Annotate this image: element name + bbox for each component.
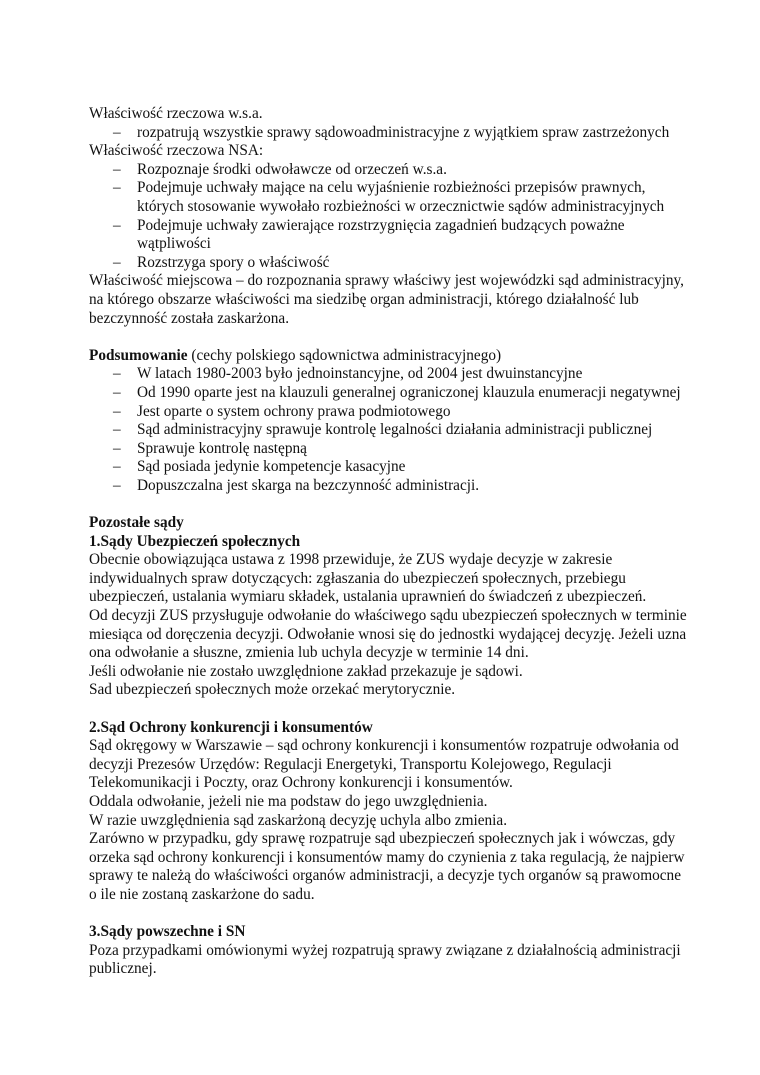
- list-item: – Podejmuje uchwały mające na celu wyjaśnienie rozbieżności przepisów prawnych, których stosowanie wywołało rozbieżności w orzecznictwie sądów administracyjnych: [137, 179, 689, 216]
- list-item: – Jest oparte o system ochrony prawa podmiotowego: [137, 403, 689, 422]
- nsa-list: [89, 161, 689, 273]
- other-courts-title: [89, 514, 689, 533]
- s1-paragraph: Obecnie obowiązująca ustawa z 1998 przewiduje, że ZUS wydaje decyzje w zakresie indywidualnych spraw dotyczących: zgłaszania do ubezpieczeń społecznych, przebiegu ubezpieczeń, ustalania wymiaru składek, ustalania uprawnień do świadczeń z ubezpieczeń.: [89, 551, 647, 606]
- document-page: [89, 105, 689, 979]
- s3-paragraph: Poza przypadkami omówionymi wyżej rozpatrują sprawy związane z działalnością administracji publicznej.: [89, 941, 681, 978]
- section-heading-3: [89, 923, 689, 942]
- summary-title: Podsumowanie: [89, 346, 188, 364]
- list-item: – Podejmuje uchwały zawierające rozstrzygnięcia zagadnień budzących poważne wątpliwości: [137, 217, 689, 254]
- s1-paragraph: Jeśli odwołanie nie zostało uwzględnione zakład przekazuje je sądowi.: [89, 662, 523, 680]
- s2-paragraph: W razie uwzględnienia sąd zaskarżoną decyzję uchyla albo zmienia.: [89, 811, 508, 829]
- list-item: – Rozstrzyga spory o właściwość: [137, 254, 689, 273]
- list-item: – rozpatrują wszystkie sprawy sądowoadministracyjne z wyjątkiem spraw zastrzeżonych: [137, 124, 689, 143]
- section-heading-2: [89, 719, 689, 738]
- s1-paragraph: Od decyzji ZUS przysługuje odwołanie do właściwego sądu ubezpieczeń społecznych w terminie miesiąca od doręczenia decyzji. Odwołanie wnosi się do jednostki wydającej decyzję. Jeżeli uzna ona odwołanie a słuszne, zmienia lub uchyla decyzje w terminie 14 dni.: [89, 607, 687, 662]
- s1-paragraph: Sad ubezpieczeń społecznych może orzekać merytorycznie.: [89, 681, 456, 699]
- summary-subtitle: (cechy polskiego sądownictwa administracyjnego): [187, 346, 502, 364]
- s2-paragraph: Oddala odwołanie, jeżeli nie ma podstaw do jego uwzględnienia.: [89, 792, 488, 810]
- section-heading-2-text: 2.Sąd Ochrony konkurencji i konsumentów: [89, 718, 373, 736]
- s2-paragraph: Sąd okręgowy w Warszawie – sąd ochrony konkurencji i konsumentów rozpatruje odwołania od decyzji Prezesów Urzędów: Regulacji Energetyki, Transportu Kolejowego, Regulacji Telekomunikacji i Poczty, oraz Ochrony konkurencji i konsumentów.: [89, 737, 679, 792]
- list-item: – Sąd administracyjny sprawuje kontrolę legalności działania administracji publicznej: [137, 421, 689, 440]
- list-item: – Od 1990 oparte jest na klauzuli generalnej ograniczonej klauzula enumeracji negatywnej: [137, 384, 689, 403]
- summary-list: [89, 365, 689, 495]
- nsa-heading: Właściwość rzeczowa NSA:: [89, 142, 264, 160]
- list-item: – Sprawuje kontrolę następną: [137, 440, 689, 459]
- spacer: [89, 328, 689, 347]
- list-item: – W latach 1980-2003 było jednoinstancyjne, od 2004 jest dwuinstancyjne: [137, 365, 689, 384]
- list-item: – Rozpoznaje środki odwoławcze od orzeczeń w.s.a.: [137, 161, 689, 180]
- list-item: – Sąd posiada jedynie kompetencje kasacyjne: [137, 458, 689, 477]
- spacer: [89, 905, 689, 924]
- spacer: [89, 495, 689, 514]
- wsa-list: [89, 124, 689, 143]
- wsa-heading: Właściwość rzeczowa w.s.a.: [89, 105, 263, 122]
- s2-paragraph: Zarówno w przypadku, gdy sprawę rozpatruje sąd ubezpieczeń społecznych jak i wówczas, gdy orzeka sąd ochrony konkurencji i konsumentów mamy do czynienia z taka regulacją, że najpierw sprawy te należą do właściwości organów administracji, a decyzje tych organów są prawomocne o ile nie zostaną zaskarżone do sadu.: [89, 830, 685, 903]
- summary-heading: [89, 347, 689, 366]
- miejscowa-paragraph: Właściwość miejscowa – do rozpoznania sprawy właściwy jest wojewódzki sąd administracyjny, na którego obszarze właściwości ma siedzibę organ administracji, którego działalność lub bezczynność została zaskarżona.: [89, 272, 684, 327]
- section-heading-1-text: 1.Sądy Ubezpieczeń społecznych: [89, 532, 301, 550]
- section-heading-1: [89, 533, 689, 552]
- section-heading-3-text: 3.Sądy powszechne i SN: [89, 923, 246, 941]
- other-courts-title-text: Pozostałe sądy: [89, 514, 184, 532]
- spacer: [89, 700, 689, 719]
- list-item: – Dopuszczalna jest skarga na bezczynność administracji.: [137, 477, 689, 496]
